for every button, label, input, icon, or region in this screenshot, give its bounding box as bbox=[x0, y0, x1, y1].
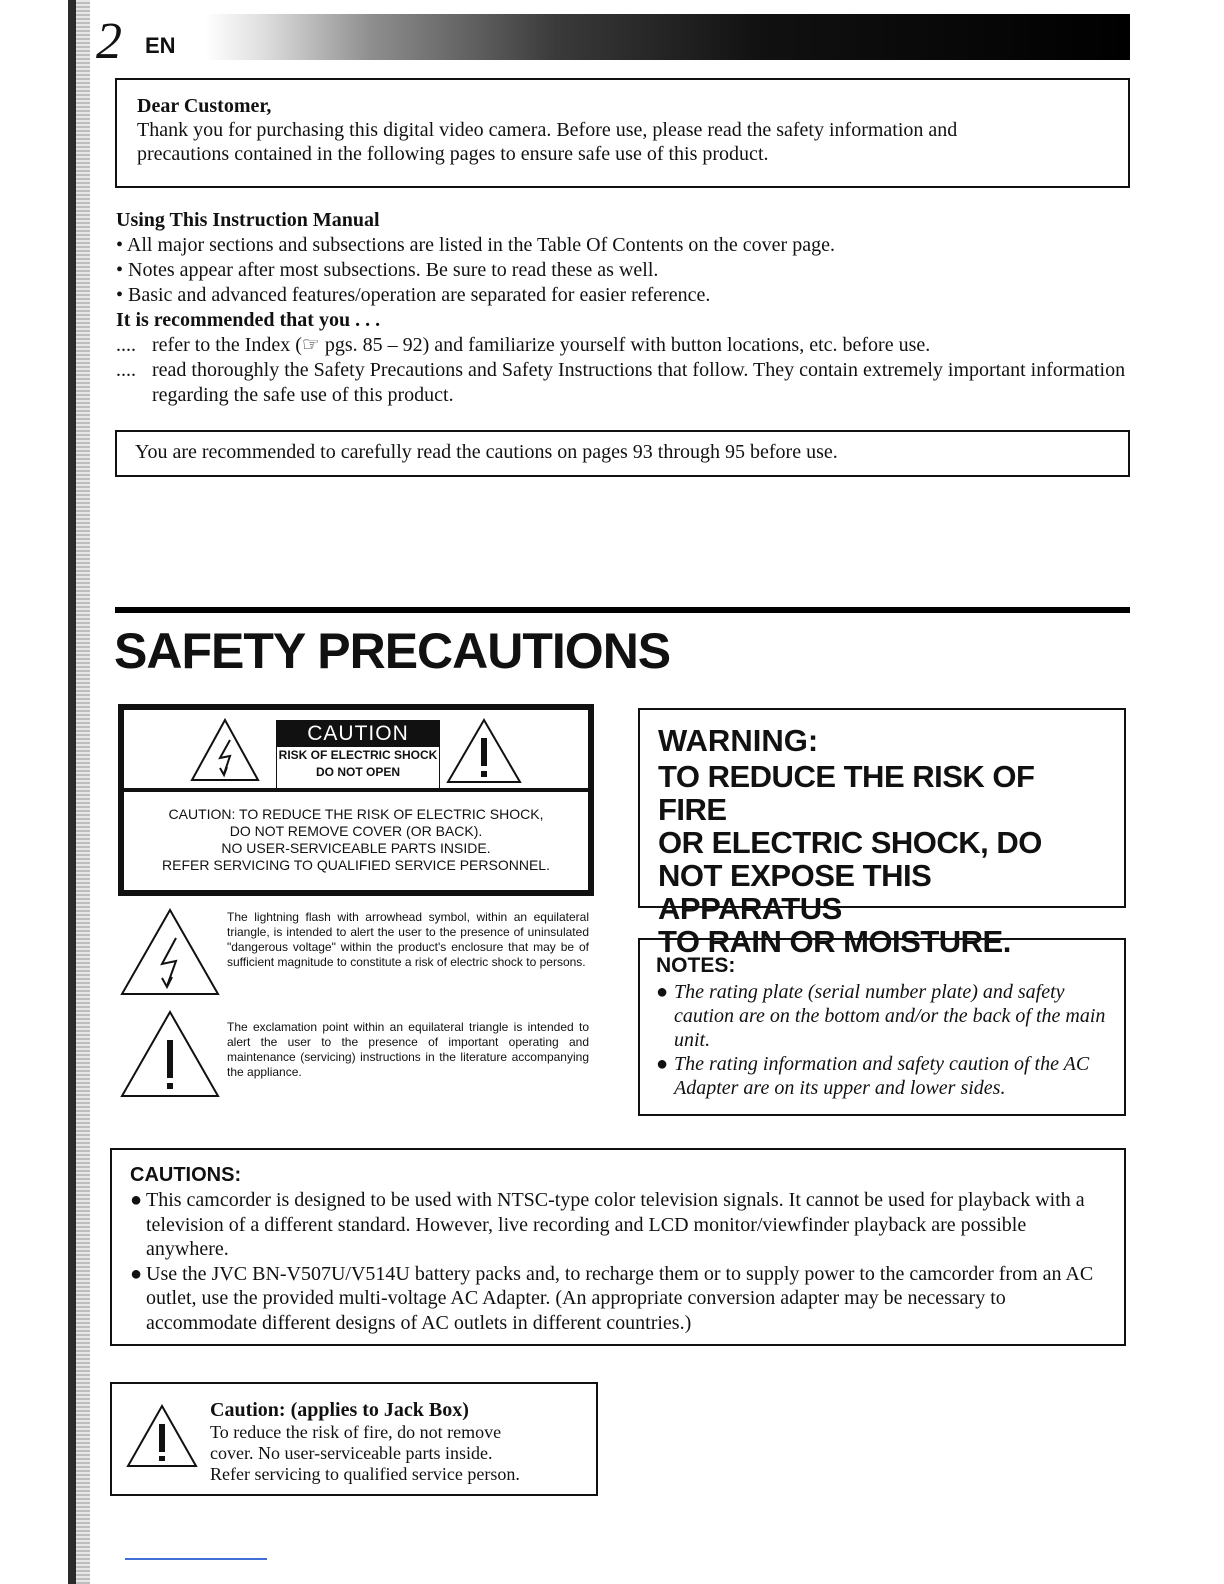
jack-box-line: To reduce the risk of fire, do not remove bbox=[210, 1422, 502, 1442]
header-bar bbox=[205, 14, 1130, 60]
caution-item bbox=[130, 1188, 1106, 1262]
warning-box bbox=[638, 708, 1126, 959]
exclamation-triangle-icon bbox=[446, 718, 522, 784]
exclamation-triangle-icon bbox=[126, 1404, 198, 1468]
caution-panel-top bbox=[124, 710, 588, 792]
jack-box-caution bbox=[110, 1382, 598, 1496]
page-language: EN bbox=[145, 33, 176, 58]
warning-line: TO REDUCE THE RISK OF FIRE bbox=[658, 759, 1035, 827]
section-rule bbox=[115, 607, 1130, 613]
recommend-text: read thoroughly the Safety Precautions and Safety Instructions that follow. They contain extremely important information regarding the safe use of this product. bbox=[152, 359, 1126, 406]
recommend-dots: .... bbox=[116, 359, 136, 381]
warning-line: OR ELECTRIC SHOCK, DO bbox=[658, 825, 1042, 860]
recommend-cautions-box: You are recommended to carefully read the cautions on pages 93 through 95 before use. bbox=[115, 430, 1130, 477]
caution-item-text: This camcorder is designed to be used with NTSC-type color television signals. It cannot be used for playback with a television of a different standard. However, live recording and LCD monitor/viewfinder playback are possible anywhere. bbox=[146, 1189, 1085, 1260]
bullet-icon: ● bbox=[130, 1189, 143, 1211]
lightning-triangle-icon bbox=[120, 908, 220, 996]
lightning-symbol-text: The lightning flash with arrowhead symbol, within an equilateral triangle, is intended to alert the user to the presence of uninsulated "dangerous voltage" within the product's enclosure that may be of sufficient magnitude to constitute a risk of electric shock to persons. bbox=[227, 910, 589, 969]
caution-panel bbox=[118, 704, 594, 896]
dear-customer-line: Thank you for purchasing this digital video camera. Before use, please read the safety information and bbox=[137, 119, 958, 141]
recommend-item bbox=[116, 358, 1126, 408]
page-number: 2 bbox=[96, 13, 122, 70]
using-bullet: • Basic and advanced features/operation are separated for easier reference. bbox=[116, 284, 711, 306]
note-text: The rating information and safety caution of the AC Adapter are on its upper and lower sides. bbox=[674, 1053, 1090, 1099]
jack-box-text bbox=[210, 1398, 520, 1485]
cautions-box bbox=[110, 1148, 1126, 1346]
using-bullet: • Notes appear after most subsections. Be sure to read these as well. bbox=[116, 259, 659, 281]
safety-precautions-title: SAFETY PRECAUTIONS bbox=[114, 623, 671, 679]
bullet-icon: ● bbox=[130, 1262, 143, 1285]
using-manual-section bbox=[116, 208, 1126, 408]
using-bullet: • All major sections and subsections are listed in the Table Of Contents on the cover page. bbox=[116, 234, 835, 256]
caution-line: REFER SERVICING TO QUALIFIED SERVICE PERSONNEL. bbox=[162, 857, 550, 873]
dear-customer-box bbox=[115, 78, 1130, 188]
caution-label-title: CAUTION bbox=[277, 721, 439, 747]
lightning-triangle-icon bbox=[190, 718, 260, 782]
caution-label-sub: RISK OF ELECTRIC SHOCK bbox=[278, 748, 438, 762]
recommend-heading: It is recommended that you . . . bbox=[116, 309, 381, 331]
notes-box bbox=[638, 938, 1126, 1116]
using-manual-heading: Using This Instruction Manual bbox=[116, 209, 380, 231]
warning-line: TO RAIN OR MOISTURE. bbox=[658, 924, 1011, 959]
note-item bbox=[656, 1052, 1108, 1100]
cautions-title: CAUTIONS: bbox=[130, 1164, 242, 1186]
jack-box-line: cover. No user-serviceable parts inside. bbox=[210, 1443, 493, 1463]
caution-item-text: Use the JVC BN-V507U/V514U battery packs and, to recharge them or to supply power to the camcorder from an AC outlet, use the provided multi-voltage AC Adapter. (An appropriate conversion adapter may be necessary to accommodate different designs of AC outlets in different countries.) bbox=[146, 1262, 1094, 1334]
warning-line: NOT EXPOSE THIS APPARATUS bbox=[658, 858, 932, 926]
dear-customer-title: Dear Customer, bbox=[137, 95, 272, 117]
caution-panel-text bbox=[124, 806, 588, 874]
recommend-item bbox=[116, 333, 1126, 358]
note-item bbox=[656, 980, 1108, 1052]
caution-label bbox=[276, 720, 440, 790]
scan-edge-strip bbox=[68, 0, 90, 1584]
recommend-text: refer to the Index (☞ pgs. 85 – 92) and familiarize yourself with button locations, etc. before use. bbox=[152, 334, 931, 356]
dear-customer-line: precautions contained in the following pages to ensure safe use of this product. bbox=[137, 143, 769, 165]
caution-item bbox=[130, 1262, 1106, 1336]
caution-label-sub: DO NOT OPEN bbox=[315, 765, 400, 779]
caution-line: DO NOT REMOVE COVER (OR BACK). bbox=[229, 823, 483, 839]
jack-box-line: Refer servicing to qualified service person. bbox=[210, 1464, 520, 1484]
jack-box-title: Caution: (applies to Jack Box) bbox=[210, 1399, 469, 1421]
bottom-edge-line bbox=[125, 1558, 267, 1560]
notes-title: NOTES: bbox=[656, 954, 736, 977]
caution-line: NO USER-SERVICEABLE PARTS INSIDE. bbox=[221, 840, 491, 856]
bullet-icon: ● bbox=[656, 1053, 669, 1075]
recommend-dots: .... bbox=[116, 334, 136, 356]
exclamation-symbol-text: The exclamation point within an equilateral triangle is intended to alert the user to the presence of important operating and maintenance (servicing) instructions in the literature accompanying the appliance. bbox=[227, 1020, 589, 1079]
caution-line: CAUTION: TO REDUCE THE RISK OF ELECTRIC SHOCK, bbox=[168, 806, 544, 822]
warning-title: WARNING: bbox=[658, 723, 819, 758]
note-text: The rating plate (serial number plate) and safety caution are on the bottom and/or the back of the main unit. bbox=[674, 981, 1106, 1051]
exclamation-triangle-icon bbox=[120, 1010, 220, 1098]
bullet-icon: ● bbox=[656, 981, 669, 1003]
